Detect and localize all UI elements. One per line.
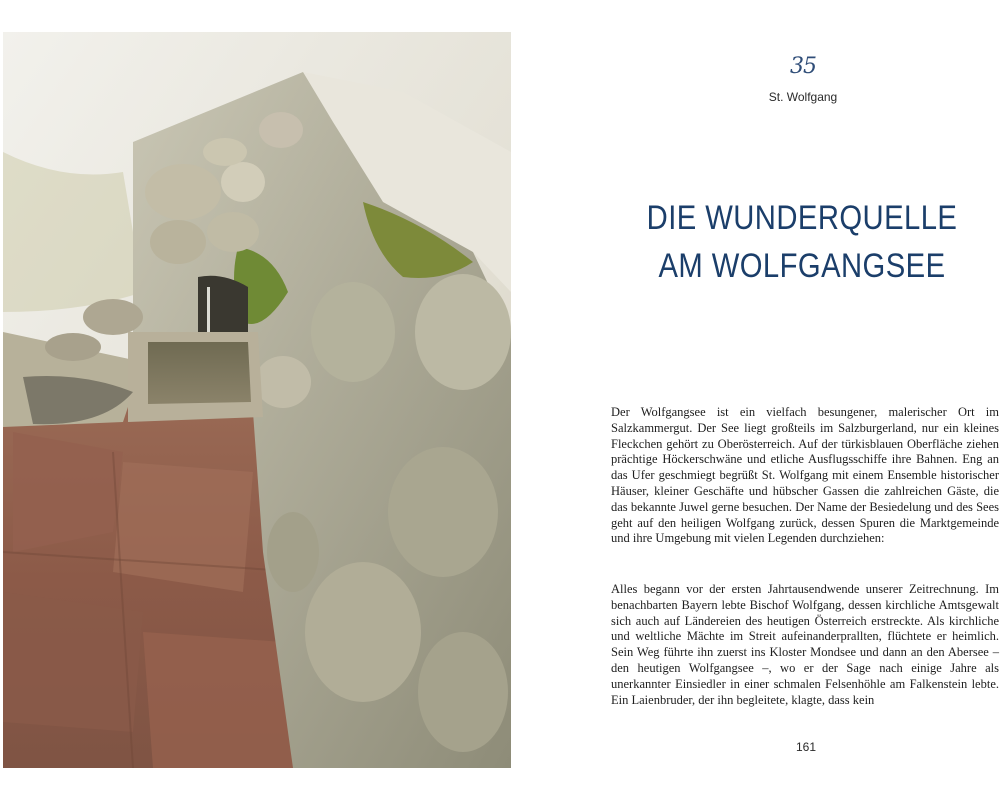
spring-photo-illustration: [3, 32, 511, 768]
chapter-title: [630, 194, 974, 290]
page-number: 161: [795, 740, 817, 754]
chapter-title-line-1: DIE WUNDERQUELLE: [646, 199, 958, 237]
chapter-number: 35: [790, 54, 816, 79]
body-paragraph-2: Alles begann vor der ersten Jahrtausendwende unserer Zeitrechnung. Im benachbarten Bayern lebte Bischof Wolfgang, dessen kirchliche Amtsgewalt sich auch auf Ländereien des heutigen Österreich erstreckte. Als kirchliche und weltliche Mächte im Streit aufeinanderprallten, flüchtete er heimlich. Sein Weg führte ihn zuerst ins Kloster Mondsee und dann an den Abersee – den heutigen Wolfgangsee –, wo er der Sage nach einige Jahre als unerkannter Einsiedler in einer schmalen Felsenhöhle am Falkenstein lebte. Ein Laienbruder, der ihn begleitete, klagte, dass kein: [611, 582, 999, 707]
location-heading: St. Wolfgang: [768, 90, 838, 104]
spring-photo: [3, 32, 511, 768]
chapter-title-line-2: AM WOLFGANGSEE: [658, 247, 946, 285]
body-paragraph-1: Der Wolfgangsee ist ein vielfach besungener, malerischer Ort im Salzkammergut. Der See liegt großteils im Salzburgerland, nur ein kleines Fleckchen gehört zu Oberösterreich. Auf der türkisblauen Oberfläche ziehen prächtige Höckerschwäne und etliche Ausflugsschiffe ihre Bahnen. Eng an das Ufer geschmiegt begrüßt St. Wolfgang mit einem Ensemble historischer Häuser, kleiner Geschäfte und hübscher Gassen die zahlreichen Gäste, die das bekannte Juwel gerne besuchen. Der Name der Besiedelung und des Sees geht auf den heiligen Wolfgang zurück, dessen Spuren die Marktgemeinde und ihre Umgebung mit vielen Legenden durchziehen:: [611, 405, 999, 546]
